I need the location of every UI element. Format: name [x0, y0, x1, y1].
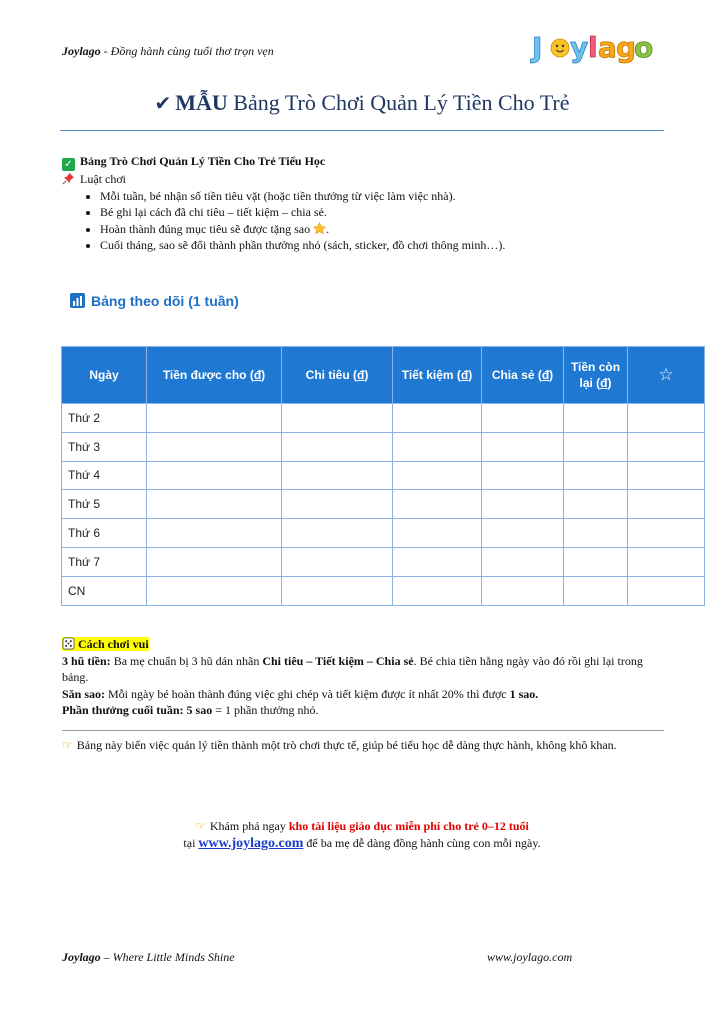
check-icon: ✔	[154, 91, 172, 115]
input-cell[interactable]	[147, 576, 282, 605]
day-cell: Thứ 5	[62, 490, 147, 519]
col-header-save: Tiết kiệm (đ)	[393, 347, 482, 404]
col-header-label: Ngày	[89, 368, 119, 382]
jars-text: . Bé chia tiền hằng ngày vào đó rồi ghi lại trong bảng.	[62, 653, 643, 684]
how-to-play-section	[62, 636, 672, 719]
svg-text:y: y	[570, 31, 589, 64]
rule-item: • Bé ghi lại cách đã chi tiêu – tiết kiệm – chia sẻ.	[100, 204, 682, 221]
input-cell[interactable]	[482, 547, 564, 576]
tracker-header-row	[62, 347, 705, 404]
rule-item: • Mỗi tuần, bé nhận số tiền tiêu vặt (hoặc tiền thưởng từ việc làm việc nhà).	[100, 188, 682, 205]
svg-text:g: g	[616, 31, 637, 64]
input-cell[interactable]	[147, 461, 282, 490]
how-to-play-heading-row	[62, 636, 672, 653]
weekly-text: = 1 phần thưởng nhỏ.	[212, 703, 319, 717]
table-row	[62, 432, 705, 461]
table-row	[62, 490, 705, 519]
how-to-play-heading	[62, 637, 149, 651]
input-cell[interactable]	[628, 461, 705, 490]
input-cell[interactable]	[628, 432, 705, 461]
input-cell[interactable]	[147, 432, 282, 461]
input-cell[interactable]	[482, 432, 564, 461]
input-cell[interactable]	[147, 404, 282, 433]
how-to-play-heading-text: Cách chơi vui	[78, 637, 149, 651]
dice-icon	[62, 637, 75, 650]
col-header-label: Tiết kiệm (	[401, 368, 461, 382]
day-cell: Thứ 4	[62, 461, 147, 490]
input-cell[interactable]	[282, 519, 393, 548]
section-divider	[62, 730, 664, 731]
col-header-label: Tiền còn lại (	[570, 360, 621, 390]
col-header-remaining: Tiền còn lại (đ)	[564, 347, 628, 404]
table-row	[62, 461, 705, 490]
star-suffix: .	[326, 221, 330, 236]
input-cell[interactable]	[628, 490, 705, 519]
col-header-star	[628, 347, 705, 404]
pushpin-icon	[62, 172, 75, 185]
input-cell[interactable]	[282, 547, 393, 576]
input-cell[interactable]	[282, 461, 393, 490]
input-cell[interactable]	[282, 576, 393, 605]
input-cell[interactable]	[628, 519, 705, 548]
svg-text:l: l	[588, 31, 598, 64]
tracker-table	[61, 346, 705, 606]
col-header-spend: Chi tiêu (đ)	[282, 347, 393, 404]
day-cell: Thứ 2	[62, 404, 147, 433]
joylago-link[interactable]: www.joylago.com	[198, 836, 304, 851]
input-cell[interactable]	[393, 547, 482, 576]
green-check-icon: ✓	[62, 158, 75, 171]
jars-text: Ba mẹ chuẩn bị 3 hũ dán nhãn	[110, 653, 263, 668]
title-divider	[60, 130, 664, 131]
input-cell[interactable]	[393, 519, 482, 548]
input-cell[interactable]	[482, 576, 564, 605]
input-cell[interactable]	[393, 576, 482, 605]
cta-text: để ba mẹ dễ dàng đồng hành cùng con mỗi ngày.	[303, 836, 541, 850]
star-outline-icon: ☆	[658, 365, 674, 385]
col-header-share: Chia sẻ (đ)	[482, 347, 564, 404]
stars-label: Săn sao:	[62, 686, 106, 701]
cta-section	[0, 818, 724, 852]
intro-heading: Bảng Trò Chơi Quản Lý Tiền Cho Trẻ Tiểu Học	[80, 154, 326, 168]
joylago-logo	[530, 29, 655, 65]
input-cell[interactable]	[147, 547, 282, 576]
intro-section	[62, 153, 682, 254]
header-tagline	[62, 44, 274, 59]
cta-line-2	[0, 835, 724, 852]
col-header-day	[62, 347, 147, 404]
pointing-hand-icon: ☞	[62, 738, 73, 752]
tracker-title-text: Bảng theo dõi (1 tuần)	[91, 293, 239, 309]
jars-names: Chi tiêu – Tiết kiệm – Chia sẻ	[262, 653, 414, 668]
input-cell[interactable]	[564, 432, 628, 461]
input-cell[interactable]	[282, 404, 393, 433]
jars-label: 3 hũ tiền:	[62, 653, 111, 668]
input-cell[interactable]	[282, 490, 393, 519]
footer-slogan-text: – Where Little Minds Shine	[100, 950, 235, 964]
table-row	[62, 576, 705, 605]
col-header-label: Tiền được cho (	[162, 368, 254, 382]
input-cell[interactable]	[628, 547, 705, 576]
bar-chart-icon	[70, 293, 85, 308]
cta-text: tại	[183, 836, 199, 850]
day-cell: Thứ 6	[62, 519, 147, 548]
col-header-label: Chia sẻ (	[491, 368, 542, 382]
stars-reward: 1 sao.	[509, 686, 539, 701]
col-header-given: Tiền được cho (đ)	[147, 347, 282, 404]
input-cell[interactable]	[564, 576, 628, 605]
pointing-hand-icon: ☞	[195, 819, 206, 833]
input-cell[interactable]	[628, 576, 705, 605]
rule-item	[100, 221, 682, 238]
input-cell[interactable]	[282, 432, 393, 461]
input-cell[interactable]	[564, 461, 628, 490]
col-header-unit: đ	[541, 368, 550, 382]
input-cell[interactable]	[482, 404, 564, 433]
svg-text:J: J	[532, 31, 543, 64]
title-strong: MẪU	[175, 90, 228, 115]
cta-highlight: kho tài liệu giáo dục miễn phí cho trẻ 0–12 tuổi	[288, 819, 529, 833]
rule-item: • Cuối tháng, sao sẽ đổi thành phần thưởng nhỏ (sách, sticker, đồ chơi thông minh…).	[100, 237, 682, 254]
col-header-unit: đ	[600, 376, 608, 390]
table-row	[62, 404, 705, 433]
input-cell[interactable]	[564, 404, 628, 433]
header-brand: Joylago	[62, 44, 101, 58]
footer-brand: Joylago	[62, 950, 101, 964]
rules-list	[62, 188, 682, 254]
weekly-paragraph	[62, 702, 672, 719]
stars-text: Mỗi ngày bé hoàn thành đúng việc ghi chép và tiết kiệm được ít nhất 20% thì được	[105, 686, 510, 701]
input-cell[interactable]	[482, 490, 564, 519]
input-cell[interactable]	[564, 547, 628, 576]
cta-line-1	[0, 818, 724, 835]
input-cell[interactable]	[482, 519, 564, 548]
input-cell[interactable]	[147, 519, 282, 548]
footer-url: www.joylago.com	[487, 950, 573, 964]
rule-item-text: Hoàn thành đúng mục tiêu sẽ được tặng sao	[100, 221, 311, 236]
input-cell[interactable]	[564, 490, 628, 519]
input-cell[interactable]	[564, 519, 628, 548]
svg-text:o: o	[634, 31, 654, 64]
input-cell[interactable]	[393, 490, 482, 519]
note-text: Bảng này biến việc quản lý tiền thành một trò chơi thực tế, giúp bé tiểu học dễ dàng thực hành, không khô khan.	[76, 738, 617, 752]
rules-label: Luật chơi	[80, 172, 126, 186]
intro-heading-row	[62, 153, 682, 171]
header-tagline-text: - Đồng hành cùng tuổi thơ trọn vẹn	[100, 44, 274, 58]
cta-text: Khám phá ngay	[209, 819, 289, 833]
tracker-title	[70, 293, 239, 309]
col-header-unit: đ	[356, 368, 365, 382]
day-cell: CN	[62, 576, 147, 605]
input-cell[interactable]	[393, 404, 482, 433]
col-header-unit: đ	[460, 368, 469, 382]
day-cell: Thứ 3	[62, 432, 147, 461]
day-cell: Thứ 7	[62, 547, 147, 576]
weekly-label: Phần thưởng cuối tuần: 5 sao	[62, 703, 213, 717]
star-icon	[313, 222, 326, 235]
col-header-unit: đ	[253, 368, 262, 382]
jars-paragraph	[62, 653, 672, 686]
table-row	[62, 547, 705, 576]
table-row	[62, 519, 705, 548]
title-rest: Bảng Trò Chơi Quản Lý Tiền Cho Trẻ	[227, 90, 570, 115]
input-cell[interactable]	[628, 404, 705, 433]
note-section	[62, 737, 667, 754]
stars-paragraph	[62, 686, 672, 703]
col-header-label: Chi tiêu (	[305, 368, 357, 382]
input-cell[interactable]	[482, 461, 564, 490]
rules-label-row	[62, 171, 682, 188]
input-cell[interactable]	[147, 490, 282, 519]
input-cell[interactable]	[393, 461, 482, 490]
input-cell[interactable]	[393, 432, 482, 461]
page-title	[0, 90, 724, 116]
svg-text:a: a	[598, 31, 617, 64]
footer-slogan	[62, 950, 235, 965]
